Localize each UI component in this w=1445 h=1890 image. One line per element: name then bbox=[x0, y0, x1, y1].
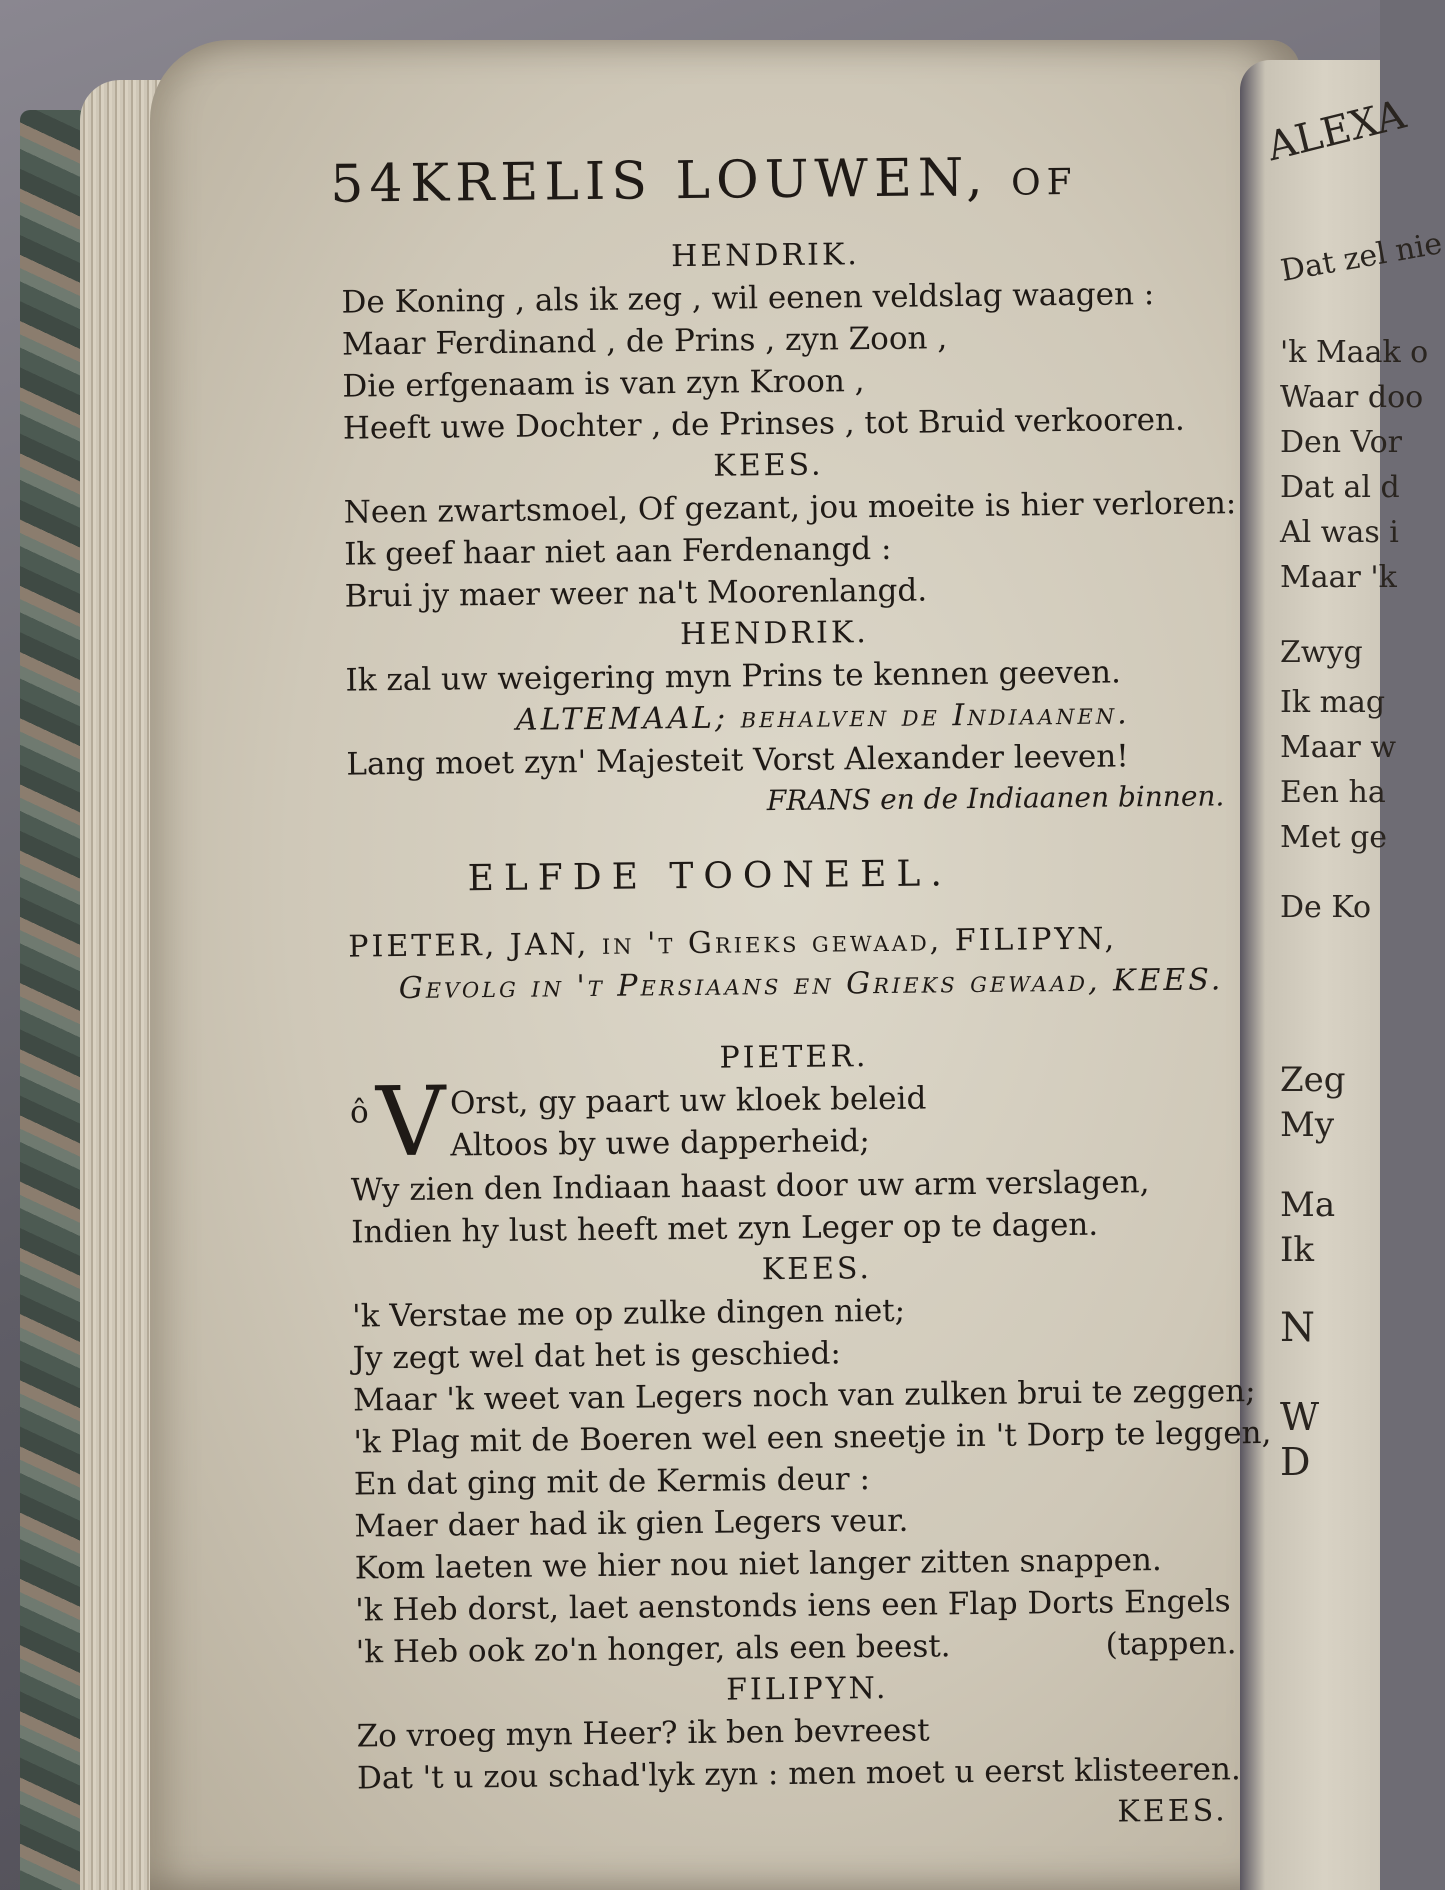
verse-line: Jy zegt wel dat het is geschied: bbox=[352, 1335, 841, 1377]
verse-line: (tappen. bbox=[1105, 1625, 1237, 1663]
ornament: ô bbox=[349, 1094, 369, 1131]
verse-line: Neen zwartsmoel, Of gezant, jou moeite is hier verloren: bbox=[343, 485, 1237, 531]
speaker-name: ALTEMAAL; behalven de Indiaanen. bbox=[515, 696, 1130, 738]
verse-line: Heeft uwe Dochter , de Prinses , tot Bruid verkooren. bbox=[342, 401, 1185, 447]
facing-line: Zwyg bbox=[1280, 635, 1363, 670]
drop-cap: V bbox=[375, 1065, 447, 1179]
facing-line: N bbox=[1280, 1305, 1315, 1351]
facing-line: ALEXA bbox=[1262, 91, 1411, 171]
verse-line: Altoos by uwe dapperheid; bbox=[450, 1123, 871, 1164]
facing-line: Al was i bbox=[1280, 515, 1399, 550]
catchword: KEES. bbox=[1117, 1793, 1228, 1830]
verse-line: 'k Verstae me op zulke dingen niet; bbox=[352, 1292, 906, 1335]
verse-line: 'k Heb ook zo'n honger, als een beest. bbox=[355, 1628, 951, 1671]
cast-list: PIETER, JAN, in 't Grieks gewaad, FILIPYN, bbox=[348, 921, 1118, 965]
verse-line: Orst, gy paart uw kloek beleid bbox=[449, 1080, 927, 1122]
running-title: KRELIS LOUWEN, of bbox=[410, 146, 1078, 214]
facing-line: Maar 'k bbox=[1280, 560, 1397, 595]
verse-line: Die erfgenaam is van zyn Kroon , bbox=[342, 363, 865, 405]
facing-line: Dat zel nie bbox=[1278, 226, 1445, 289]
verse-line: De Koning , als ik zeg , wil eenen veldslag waagen : bbox=[341, 276, 1155, 321]
verse-line: Kom laeten we hier nou niet langer zitten snappen. bbox=[354, 1542, 1162, 1587]
facing-line: Een ha bbox=[1280, 775, 1386, 810]
facing-line: Ma bbox=[1280, 1185, 1336, 1225]
speaker-name: HENDRIK. bbox=[679, 615, 870, 653]
verse-line: Maar 'k weet van Legers noch van zulken brui te zeggen; bbox=[352, 1373, 1256, 1419]
verse-line: Dat 't u zou schad'lyk zyn : men moet u eerst klisteeren. bbox=[356, 1751, 1241, 1797]
verse-line: 'k Heb dorst, laet aenstonds iens een Flap Dorts Engels bbox=[355, 1583, 1231, 1629]
speaker-name: HENDRIK. bbox=[670, 237, 861, 275]
stage-direction: FRANS en de Indiaanen binnen. bbox=[766, 779, 1225, 818]
verse-line: Indien hy lust heeft met zyn Leger op te dagen. bbox=[351, 1206, 1099, 1251]
speaker-name: KEES. bbox=[761, 1251, 873, 1288]
verse-line: Lang moet zyn' Majesteit Vorst Alexander leeven! bbox=[346, 738, 1129, 783]
facing-line: My bbox=[1280, 1105, 1335, 1145]
facing-line: Waar doo bbox=[1280, 380, 1424, 415]
facing-line: De Ko bbox=[1280, 890, 1372, 925]
facing-line: Ik mag bbox=[1280, 685, 1386, 720]
verse-line: Zo vroeg myn Heer? ik ben bevreest bbox=[356, 1712, 930, 1755]
facing-page bbox=[1240, 60, 1445, 1890]
scene-heading: ELFDE TOONEEL. bbox=[467, 853, 953, 900]
facing-line: Dat al d bbox=[1280, 470, 1400, 505]
speaker-name: KEES. bbox=[713, 447, 824, 484]
verse-line: Ik zal uw weigering myn Prins te kennen geeven. bbox=[345, 654, 1122, 699]
verse-line: Maar Ferdinand , de Prins , zyn Zoon , bbox=[341, 320, 948, 363]
verse-line: Wy zien den Indiaan haast door uw arm verslagen, bbox=[350, 1164, 1150, 1209]
speaker-name: FILIPYN. bbox=[725, 1670, 889, 1708]
facing-line: Zeg bbox=[1280, 1060, 1346, 1100]
verse-line: Maer daer had ik gien Legers veur. bbox=[354, 1502, 909, 1545]
verse-line: En dat ging mit de Kermis deur : bbox=[353, 1461, 871, 1503]
verse-line: 'k Plag mit de Boeren wel een sneetje in 't Dorp te leggen, bbox=[353, 1414, 1272, 1461]
verse-line: Brui jy maer weer na't Moorenlangd. bbox=[344, 572, 928, 615]
page-number: 54 bbox=[330, 153, 409, 215]
cast-list: Gevolg in 't Persiaans en Grieks gewaad, KEES. bbox=[398, 962, 1224, 1007]
speaker-name: PIETER. bbox=[719, 1039, 869, 1076]
facing-line: Met ge bbox=[1280, 820, 1388, 855]
facing-line: Maar w bbox=[1280, 730, 1397, 765]
facing-line: W bbox=[1280, 1395, 1320, 1439]
verse-line: Ik geef haar niet aan Ferdenangd : bbox=[344, 530, 892, 573]
facing-line: Ik bbox=[1280, 1230, 1315, 1270]
facing-line: 'k Maak o bbox=[1280, 335, 1429, 370]
facing-line: D bbox=[1280, 1440, 1311, 1484]
facing-line: Den Vor bbox=[1280, 425, 1402, 460]
running-header bbox=[330, 145, 1231, 234]
